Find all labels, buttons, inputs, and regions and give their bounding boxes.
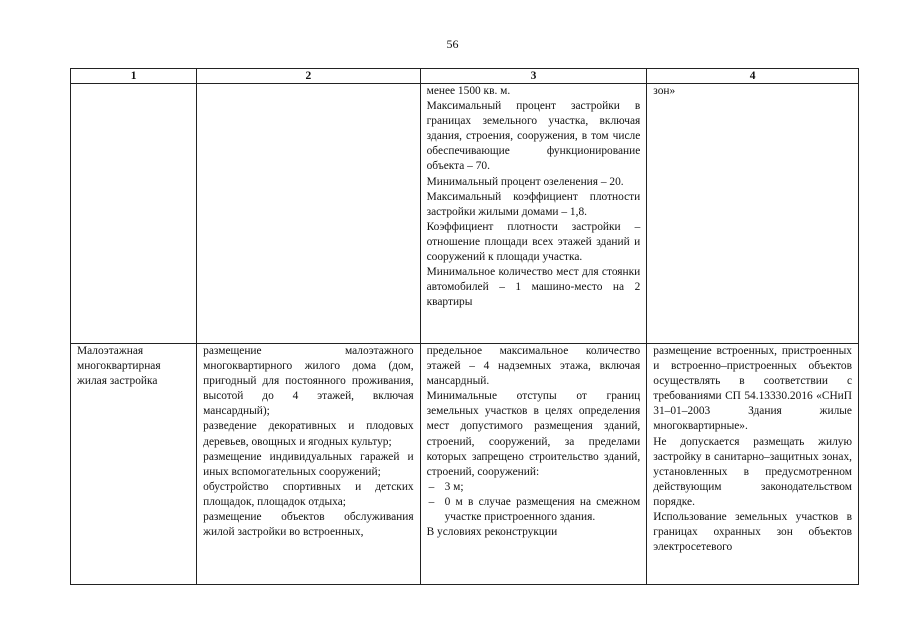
- row1-col4-cell: зон»: [647, 84, 859, 344]
- column-header-2: 2: [197, 69, 420, 84]
- paragraph: размещение индивидуальных гаражей и иных вспомогательных сооружений;: [203, 450, 414, 478]
- row1-col2-cell: [197, 84, 420, 344]
- table-header-row: [71, 69, 859, 84]
- column-header-4: 4: [647, 69, 859, 84]
- table-row: [71, 84, 859, 344]
- paragraph: Минимальные отступы от границ земельных участков в целях определения мест допустимого размещения зданий, строений, сооружений, за пределами которых запрещено строительство зданий, строений, сооружений:: [426, 390, 641, 478]
- list-item: – 3 м;: [427, 480, 641, 495]
- row1-col1-cell: [71, 84, 197, 344]
- paragraph: Максимальный коэффициент плотности застройки жилыми домами – 1,8.: [426, 190, 641, 218]
- column-header-3: 3: [420, 69, 647, 84]
- paragraph: Коэффициент плотности застройки – отношение площади всех этажей зданий и сооружений к площади участка.: [426, 220, 641, 264]
- paragraph: Минимальный процент озеленения – 20.: [426, 175, 624, 188]
- setback-list: [427, 480, 641, 525]
- row2-col4-cell: [647, 344, 859, 585]
- page-number: 56: [446, 37, 459, 51]
- row2-col2-cell: [197, 344, 420, 585]
- paragraph: предельное максимальное количество этажей – 4 надземных этажа, включая мансардный.: [426, 345, 641, 388]
- zoning-regulations-table: [70, 68, 859, 585]
- paragraph: обустройство спортивных и детских площадок, площадок отдыха;: [203, 480, 414, 508]
- land-use-type: Малоэтажная многоквартирная жилая застройка: [77, 345, 161, 388]
- paragraph: Максимальный процент застройки в границах земельного участка, включая здания, строения, сооружения, в том числе обеспечивающие функционирование объекта – 70.: [426, 100, 641, 173]
- paragraph: Не допускается размещать жилую застройку в санитарно–защитных зонах, установленных в предусмотренном действующим законодательством порядке.: [653, 435, 852, 508]
- row2-col3-cell: [420, 344, 647, 585]
- list-item: – 0 м в случае размещения на смежном участке пристроенного здания.: [427, 495, 641, 525]
- paragraph: размещение встроенных, пристроенных и встроенно–пристроенных объектов осуществлять в соответствии с требованиями СП 54.13330.2016 «СНиП 31–01–2003 Здания жилые многоквартирные».: [653, 345, 852, 433]
- column-header-1: 1: [71, 69, 197, 84]
- paragraph: В условиях реконструкции: [426, 526, 558, 539]
- row1-col3-cell: [420, 84, 647, 344]
- table-row: [71, 344, 859, 585]
- paragraph: Минимальное количество мест для стоянки автомобилей – 1 машино-место на 2 квартиры: [426, 266, 641, 309]
- paragraph: размещение малоэтажного многоквартирного жилого дома (дом, пригодный для постоянного проживания, высотой до 4 этажей, включая мансардный);: [203, 345, 414, 418]
- paragraph: разведение декоративных и плодовых деревьев, овощных и ягодных культур;: [203, 420, 414, 448]
- paragraph: размещение объектов обслуживания жилой застройки во встроенных,: [203, 511, 414, 539]
- row2-col1-cell: [71, 344, 197, 585]
- paragraph: Использование земельных участков в границах охранных зон объектов электросетевого: [653, 511, 852, 554]
- paragraph: менее 1500 кв. м.: [426, 85, 511, 97]
